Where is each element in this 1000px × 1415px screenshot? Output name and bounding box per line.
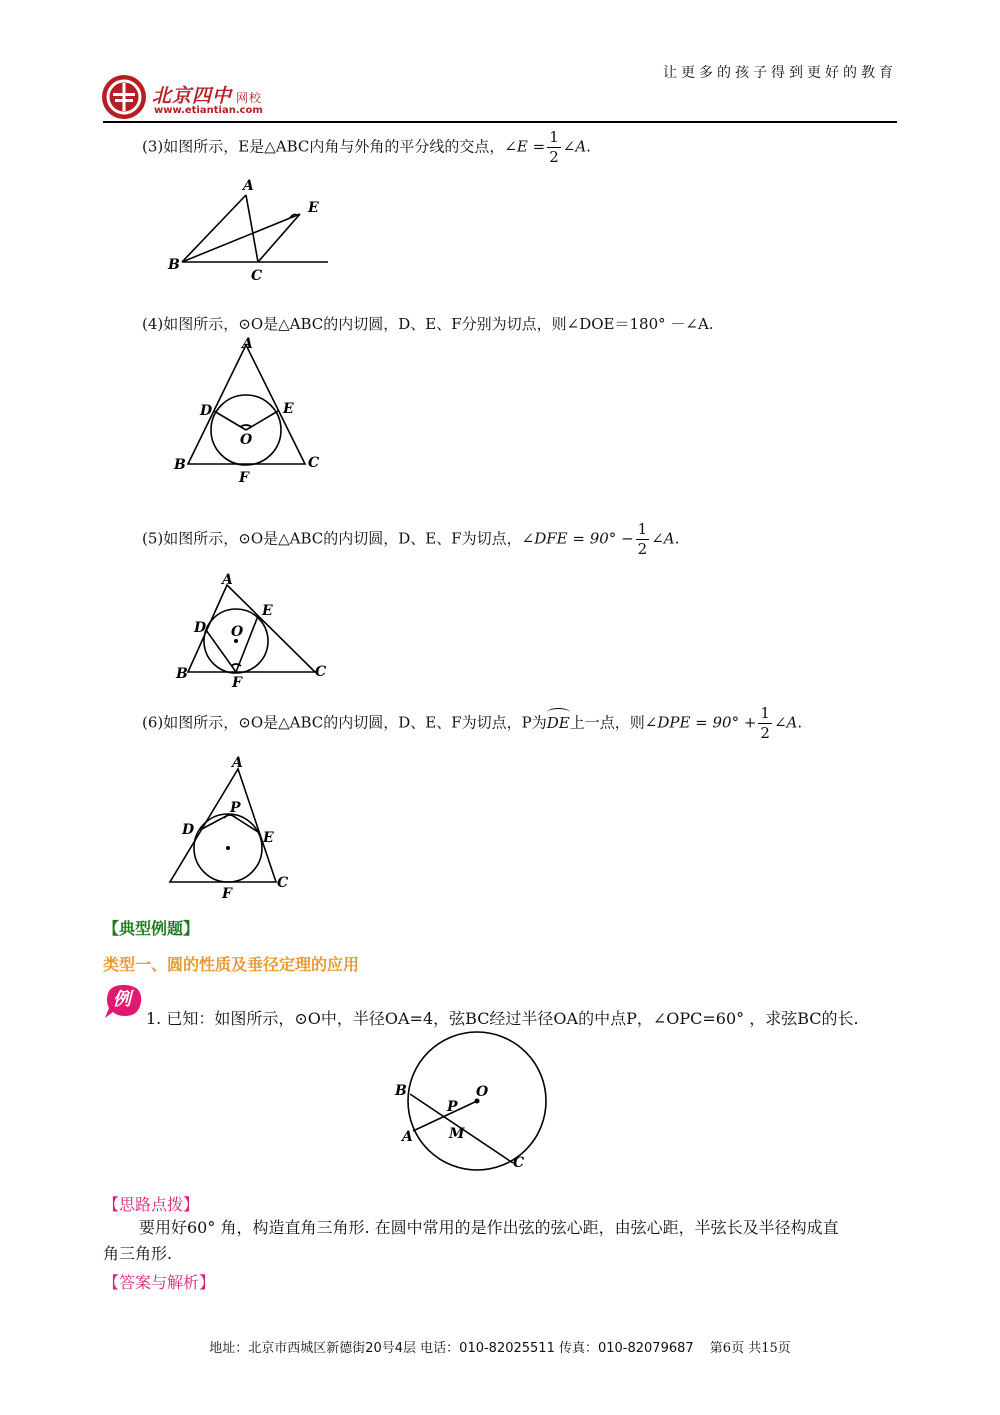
label-P: P (447, 1099, 458, 1115)
label-A: A (243, 178, 254, 194)
label-M: M (449, 1126, 465, 1142)
site-logo (102, 73, 277, 119)
label-D: D (194, 620, 207, 636)
item-6: (6)如图所示，⊙O是△ABC的内切圆，D、E、F为切点，P为DE上一点，则∠DPE = 90° + $\frac{1}{2}$ ∠A. (142, 704, 803, 742)
label-A: A (222, 572, 233, 588)
hint-heading: 【思路点拨】 (103, 1195, 200, 1214)
label-C: C (277, 875, 289, 891)
fraction: $\frac{1}{2}$ (760, 704, 770, 742)
logo-name: 北京四中 网校 (152, 85, 263, 107)
item-3: (3)如图所示，E是△ABC内角与外角的平分线的交点，∠E = $\frac{1}{2}$ ∠A. (142, 128, 591, 166)
footer-page-number: 第6页 共15页 (709, 1341, 791, 1356)
section-typical-examples: 【典型例题】 (103, 919, 200, 938)
logo-emblem-icon (102, 75, 146, 119)
label-E: E (308, 200, 319, 216)
hint-line-2: 角三角形. (103, 1244, 173, 1263)
label-B: B (168, 257, 180, 273)
header-divider (103, 121, 897, 123)
label-B: B (176, 666, 188, 682)
label-A: A (232, 755, 243, 771)
arc-DE: DE (546, 713, 570, 732)
label-C: C (513, 1155, 525, 1171)
example-badge (103, 982, 147, 1020)
figure-3-triangle-bisectors (160, 172, 340, 287)
figure-7-circle-chord (390, 1028, 560, 1178)
label-E: E (263, 830, 274, 846)
label-O: O (231, 624, 244, 640)
label-A: A (242, 336, 253, 352)
hint-line-1: 要用好60° 角，构造直角三角形. 在圆中常用的是作出弦的弦心距，由弦心距，半弦长及半径构成直 (139, 1218, 839, 1237)
figure-6-incircle-DPE (160, 752, 310, 902)
label-B: B (174, 457, 186, 473)
label-B: B (395, 1083, 407, 1099)
badge-label: 例 (113, 989, 131, 1010)
fraction: $\frac{1}{2}$ (549, 128, 559, 166)
label-D: D (182, 822, 195, 838)
footer-address: 地址：北京市西城区新德街20号4层 电话：010-82025511 传真：010-82079687 (209, 1341, 694, 1356)
label-P: P (230, 800, 241, 816)
logo-url: www.etiantian.com (154, 105, 263, 116)
example-1-question: 1. 已知：如图所示，⊙O中，半径OA=4，弦BC经过半径OA的中点P，∠OPC=60° ，求弦BC的长. (146, 1009, 859, 1028)
fraction: $\frac{1}{2}$ (637, 520, 648, 558)
label-A: A (402, 1129, 413, 1145)
figure-5-incircle-DFE (170, 568, 340, 693)
answer-heading: 【答案与解析】 (103, 1273, 216, 1292)
section-type-1: 类型一、圆的性质及垂径定理的应用 (103, 955, 360, 974)
label-O: O (240, 432, 253, 448)
label-C: C (315, 664, 327, 680)
page-footer (0, 1337, 1000, 1356)
item-4: (4)如图所示，⊙O是△ABC的内切圆，D、E、F分别为切点，则∠DOE＝180° －∠A. (142, 315, 714, 333)
label-C: C (251, 268, 263, 284)
label-C: C (308, 455, 320, 471)
figure-4-incircle-DOE (170, 333, 330, 488)
header-slogan: 让更多的孩子得到更好的教育 (663, 65, 897, 81)
label-E: E (262, 603, 273, 619)
label-F: F (239, 470, 249, 486)
label-O: O (476, 1084, 489, 1100)
label-F: F (232, 675, 242, 691)
item-5: (5)如图所示，⊙O是△ABC的内切圆，D、E、F为切点，∠DFE = 90° − $\frac{1}{2}$ ∠A. (142, 520, 680, 558)
label-D: D (200, 403, 213, 419)
label-E: E (283, 401, 294, 417)
label-F: F (222, 886, 232, 902)
